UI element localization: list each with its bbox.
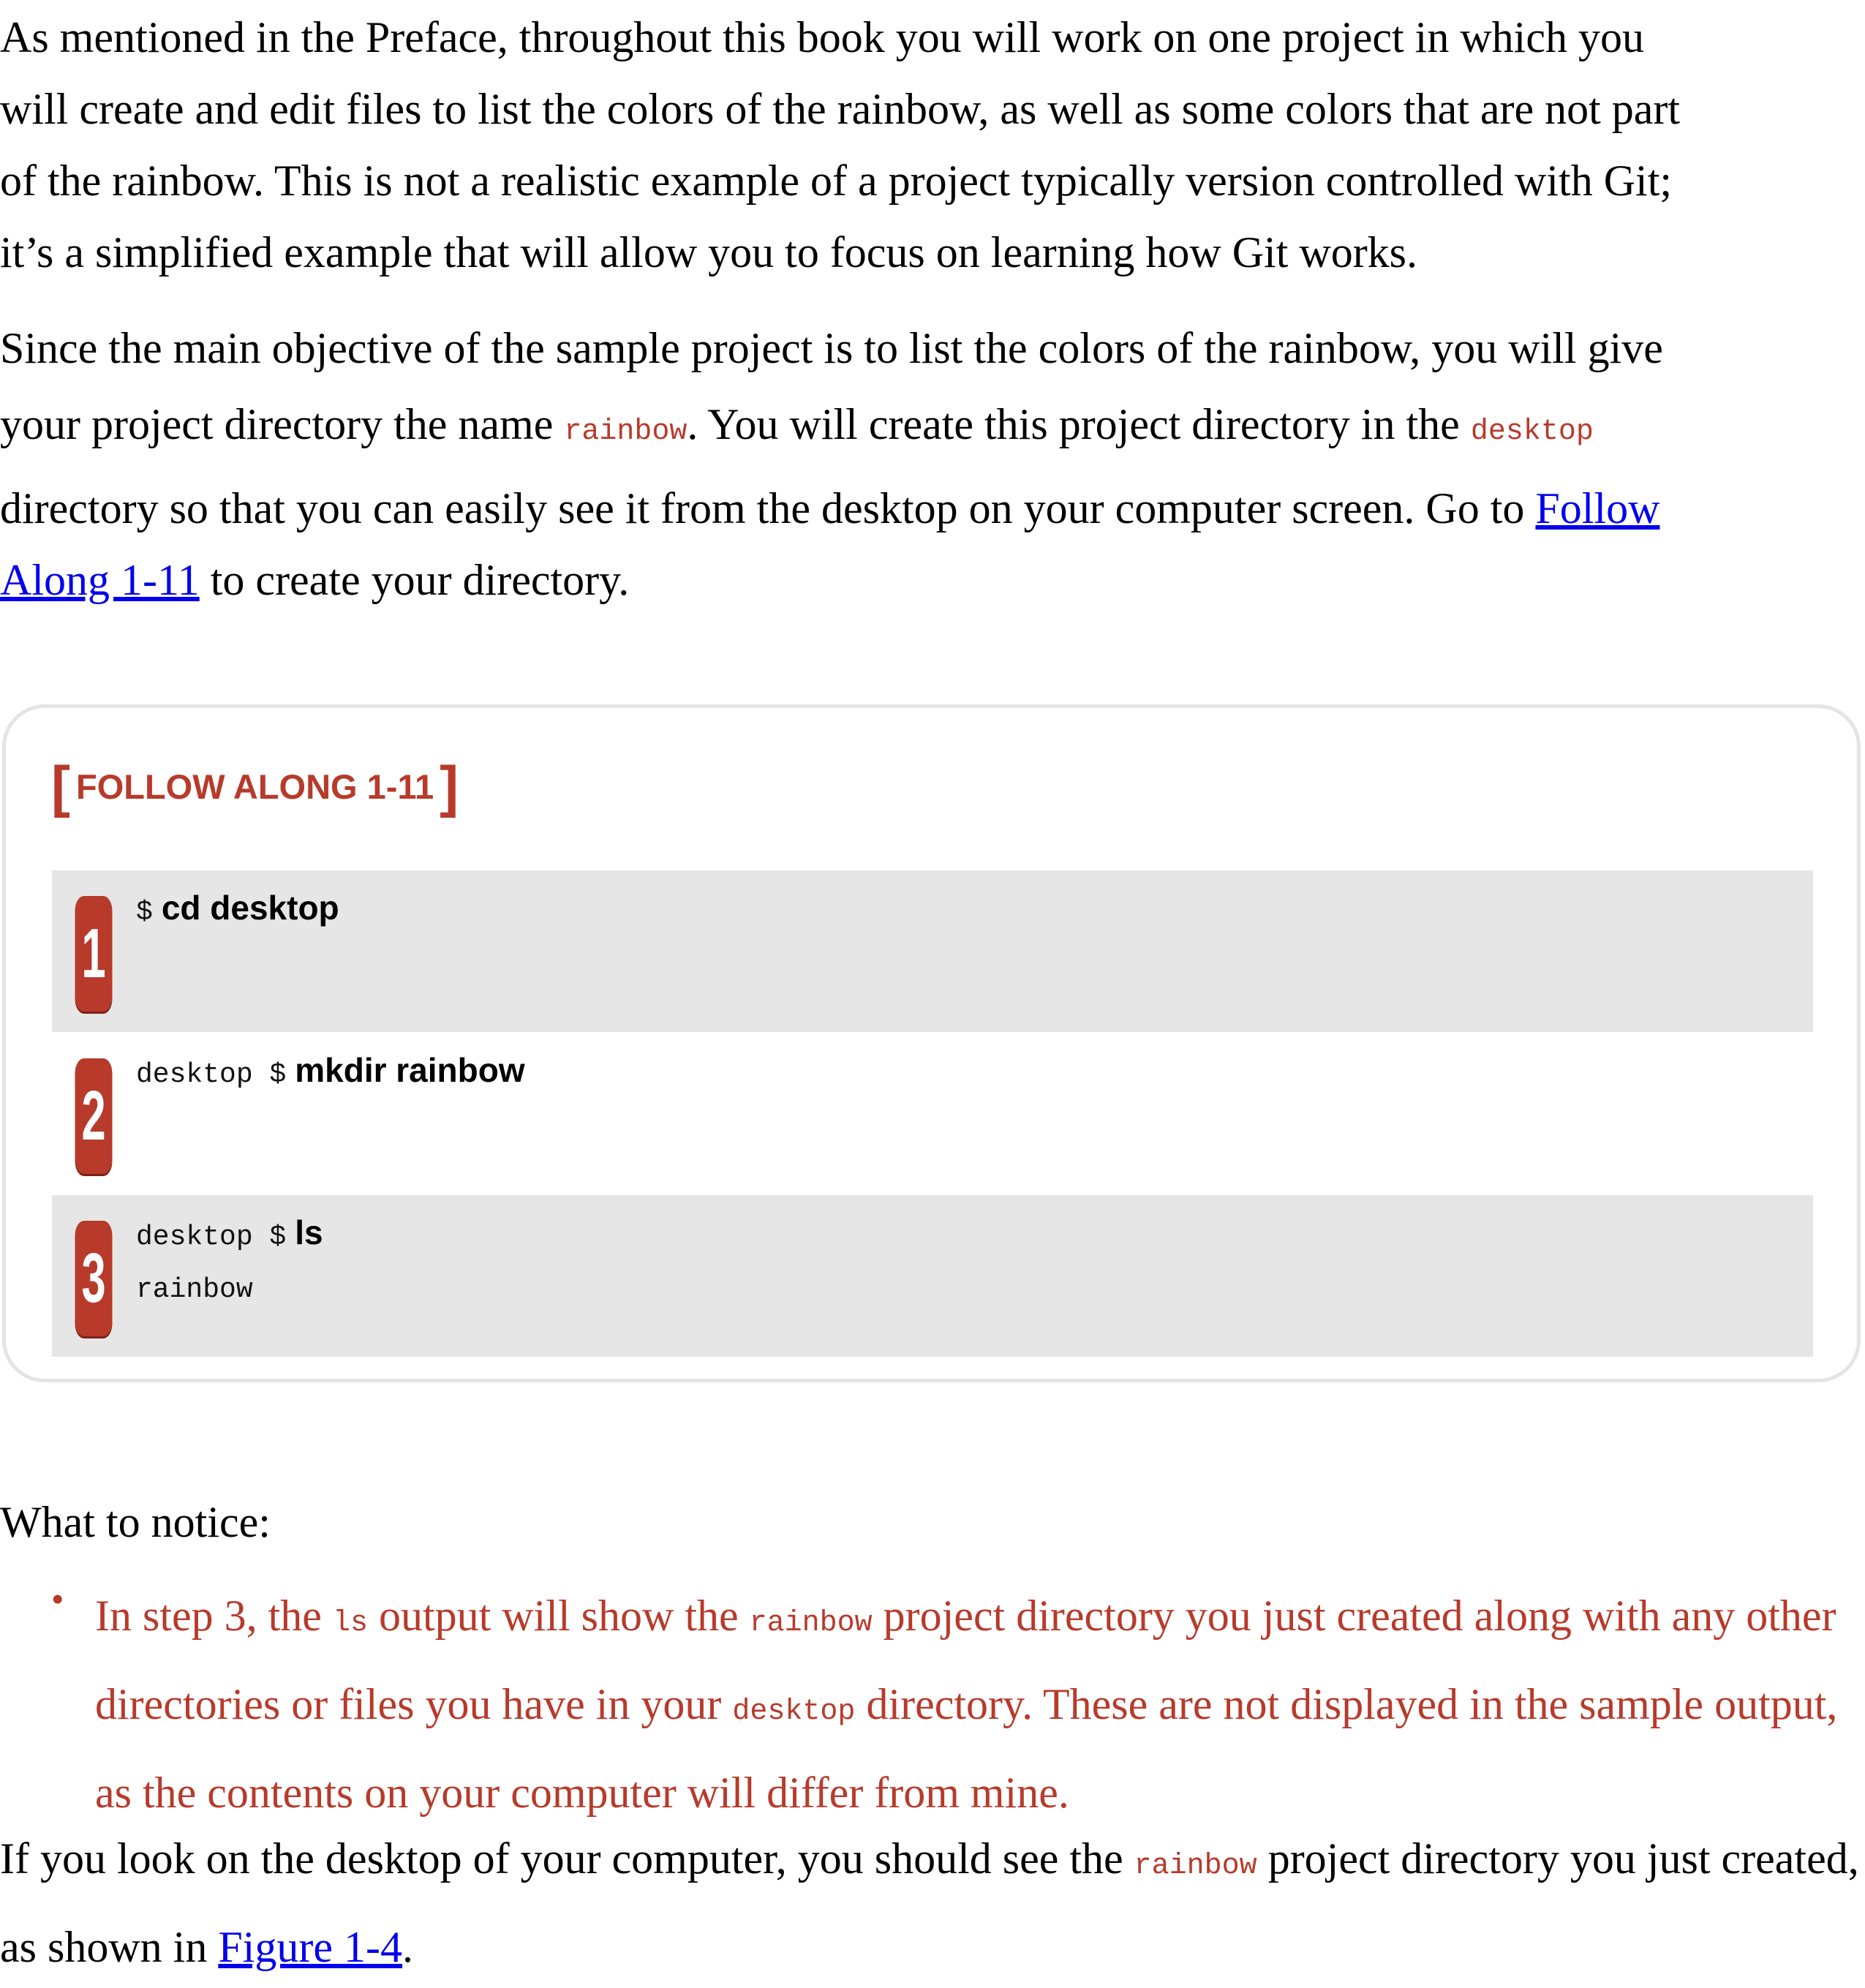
shell-prompt: desktop $	[136, 1221, 287, 1253]
text-run: project directory you just created along with any other directories or files you have in your	[95, 1592, 1836, 1728]
text-run: In step 3, the	[95, 1592, 333, 1640]
text-line: will create and edit files to list the colors of the rainbow, as well as some colors that are not part	[0, 85, 1681, 133]
text-run: output will show the	[367, 1592, 750, 1640]
step-number-badge: 2	[75, 1058, 113, 1174]
step-3	[52, 1195, 1813, 1357]
text-run: to create your directory.	[199, 556, 630, 604]
command-line	[136, 888, 339, 928]
text-line	[0, 556, 629, 604]
text-run: . You will create this project directory in the	[687, 400, 1471, 448]
text-run: directory so that you can easily see it from the desktop on your computer screen. Go to	[0, 484, 1536, 532]
text-run: project directory you just created, as shown in	[0, 1834, 1859, 1971]
command-line	[136, 1050, 525, 1091]
text-run: your project directory the name	[0, 400, 565, 448]
notice-bullet	[95, 1575, 1865, 1834]
text-line: As mentioned in the Preface, throughout this book you will work on one project in which you	[0, 13, 1644, 61]
step-2	[52, 1033, 1813, 1194]
text-run: .	[402, 1923, 413, 1971]
text-line: it’s a simplified example that will allow you to focus on learning how Git works.	[0, 228, 1418, 276]
inline-code-desktop: desktop	[1470, 415, 1594, 448]
bracket-open: [	[51, 754, 70, 818]
shell-command: cd desktop	[161, 889, 339, 927]
inline-code-desktop: desktop	[732, 1695, 856, 1728]
inline-code-rainbow: rainbow	[749, 1607, 873, 1640]
figure-paragraph	[0, 1818, 1861, 1988]
follow-along-label: FOLLOW ALONG 1-11	[75, 767, 434, 806]
text-run: If you look on the desktop of your computer, you should see the	[0, 1834, 1134, 1883]
bracket-close: ]	[440, 754, 459, 818]
follow-along-link[interactable]: Follow	[1535, 484, 1660, 532]
command-output: rainbow	[136, 1274, 253, 1306]
step-number-badge: 1	[75, 896, 113, 1012]
step-number-badge: 3	[75, 1221, 113, 1336]
figure-link[interactable]: Figure 1-4	[218, 1923, 402, 1971]
text-line	[0, 400, 1594, 448]
notice-heading: What to notice:	[0, 1498, 271, 1546]
inline-code-rainbow: rainbow	[564, 415, 687, 448]
follow-along-title	[51, 753, 459, 820]
shell-prompt: desktop $	[136, 1059, 287, 1091]
command-line	[136, 1213, 323, 1253]
text-line: Since the main objective of the sample project is to list the colors of the rainbow, you will give	[0, 324, 1663, 372]
inline-code-ls: ls	[332, 1607, 368, 1640]
shell-command: mkdir rainbow	[295, 1051, 525, 1089]
text-run: directory. These are not displayed in the sample output, as the contents on your computer will differ from mine.	[95, 1680, 1838, 1817]
text-line: of the rainbow. This is not a realistic example of a project typically version controlled with Git;	[0, 157, 1673, 205]
project-paragraph	[0, 312, 1861, 616]
shell-command: ls	[295, 1213, 323, 1251]
intro-paragraph	[0, 1, 1861, 288]
text-line	[0, 484, 1659, 532]
follow-along-link[interactable]: Along 1-11	[0, 556, 200, 604]
step-1	[52, 870, 1813, 1032]
inline-code-rainbow: rainbow	[1134, 1850, 1257, 1883]
shell-prompt: $	[136, 897, 153, 928]
bullet-marker: •	[51, 1578, 64, 1619]
